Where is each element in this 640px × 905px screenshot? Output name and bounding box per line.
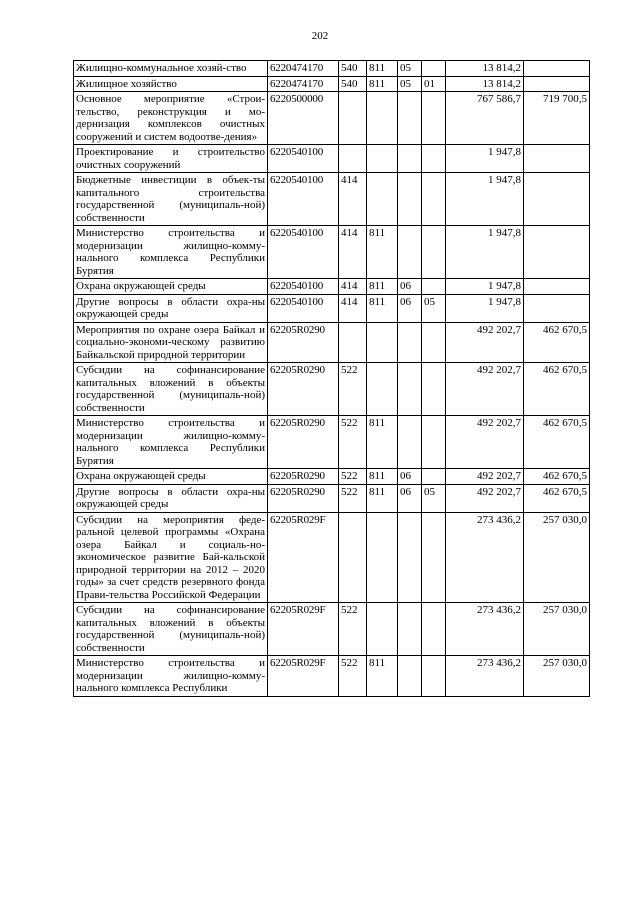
row-name: Субсидии на мероприятия феде-ральной целевой программы «Охрана озера Байкал и социаль-но-экономическое развитие Бай-кальской природной территории на 2012 – 2020 годы» за счет средств резервного фонда Прави-тельства Российской Федерации xyxy=(74,512,268,603)
amount-year-2: 462 670,5 xyxy=(524,484,590,512)
table-row xyxy=(74,294,590,322)
section-code xyxy=(398,656,422,697)
expense-type: 522 xyxy=(339,363,367,416)
expense-type: 522 xyxy=(339,603,367,656)
ministry-code: 811 xyxy=(367,279,398,295)
table-row xyxy=(74,61,590,77)
table-row xyxy=(74,76,590,92)
amount-year-2 xyxy=(524,279,590,295)
expense-type xyxy=(339,322,367,363)
amount-year-2: 462 670,5 xyxy=(524,322,590,363)
amount-year-2: 462 670,5 xyxy=(524,469,590,485)
ministry-code: 811 xyxy=(367,226,398,279)
row-name: Бюджетные инвестиции в объек-ты капитального строительства государственной (муниципаль-ной) собственности xyxy=(74,173,268,226)
page-number: 202 xyxy=(311,30,329,42)
amount-year-1: 492 202,7 xyxy=(446,484,524,512)
budget-table xyxy=(73,60,590,697)
row-name: Другие вопросы в области охра-ны окружающей среды xyxy=(74,294,268,322)
amount-year-2: 257 030,0 xyxy=(524,603,590,656)
ministry-code xyxy=(367,145,398,173)
expense-type: 522 xyxy=(339,484,367,512)
amount-year-2: 257 030,0 xyxy=(524,512,590,603)
table-row xyxy=(74,322,590,363)
section-code xyxy=(398,145,422,173)
table-row xyxy=(74,603,590,656)
amount-year-2 xyxy=(524,173,590,226)
target-code: 6220540100 xyxy=(268,173,339,226)
expense-type: 414 xyxy=(339,279,367,295)
table-row xyxy=(74,484,590,512)
expense-type xyxy=(339,92,367,145)
row-name: Субсидии на софинансирование капитальных вложений в объекты государственной (муниципаль-ной) собственности xyxy=(74,363,268,416)
amount-year-2 xyxy=(524,76,590,92)
table-row xyxy=(74,469,590,485)
subsection-code xyxy=(422,61,446,77)
amount-year-1: 1 947,8 xyxy=(446,279,524,295)
budget-table-body xyxy=(74,61,590,697)
ministry-code: 811 xyxy=(367,76,398,92)
ministry-code xyxy=(367,363,398,416)
subsection-code xyxy=(422,363,446,416)
section-code: 06 xyxy=(398,294,422,322)
amount-year-1: 1 947,8 xyxy=(446,294,524,322)
table-row xyxy=(74,512,590,603)
subsection-code xyxy=(422,322,446,363)
amount-year-1: 492 202,7 xyxy=(446,416,524,469)
table-row xyxy=(74,226,590,279)
table-row xyxy=(74,416,590,469)
subsection-code xyxy=(422,145,446,173)
amount-year-2: 462 670,5 xyxy=(524,416,590,469)
table-row xyxy=(74,279,590,295)
subsection-code xyxy=(422,92,446,145)
expense-type: 540 xyxy=(339,76,367,92)
row-name: Другие вопросы в области охра-ны окружающей среды xyxy=(74,484,268,512)
section-code: 06 xyxy=(398,484,422,512)
ministry-code xyxy=(367,603,398,656)
amount-year-2 xyxy=(524,226,590,279)
amount-year-2: 257 030,0 xyxy=(524,656,590,697)
expense-type: 414 xyxy=(339,294,367,322)
subsection-code xyxy=(422,603,446,656)
ministry-code xyxy=(367,173,398,226)
target-code: 6220540100 xyxy=(268,294,339,322)
amount-year-1: 1 947,8 xyxy=(446,226,524,279)
row-name: Проектирование и строительство очистных сооружений xyxy=(74,145,268,173)
amount-year-2 xyxy=(524,145,590,173)
row-name: Мероприятия по охране озера Байкал и социально-экономи-ческому развитию Байкальской природной территории xyxy=(74,322,268,363)
table-row xyxy=(74,363,590,416)
expense-type: 414 xyxy=(339,226,367,279)
ministry-code: 811 xyxy=(367,416,398,469)
amount-year-2: 462 670,5 xyxy=(524,363,590,416)
table-row xyxy=(74,173,590,226)
amount-year-1: 273 436,2 xyxy=(446,656,524,697)
subsection-code: 05 xyxy=(422,294,446,322)
ministry-code: 811 xyxy=(367,484,398,512)
row-name: Министерство строительства и модернизации жилищно-комму-нального комплекса Республики Бурятия xyxy=(74,226,268,279)
table-row xyxy=(74,145,590,173)
amount-year-1: 13 814,2 xyxy=(446,61,524,77)
section-code xyxy=(398,512,422,603)
target-code: 6220474170 xyxy=(268,76,339,92)
section-code xyxy=(398,226,422,279)
target-code: 6220540100 xyxy=(268,145,339,173)
subsection-code xyxy=(422,656,446,697)
row-name: Министерство строительства и модернизации жилищно-комму-нального комплекса Республики xyxy=(74,656,268,697)
section-code xyxy=(398,92,422,145)
amount-year-2 xyxy=(524,294,590,322)
target-code: 62205R0290 xyxy=(268,484,339,512)
section-code: 06 xyxy=(398,279,422,295)
target-code: 62205R0290 xyxy=(268,322,339,363)
section-code: 06 xyxy=(398,469,422,485)
target-code: 62205R0290 xyxy=(268,363,339,416)
subsection-code xyxy=(422,416,446,469)
amount-year-1: 767 586,7 xyxy=(446,92,524,145)
target-code: 6220540100 xyxy=(268,226,339,279)
target-code: 62205R029F xyxy=(268,603,339,656)
target-code: 62205R029F xyxy=(268,656,339,697)
section-code xyxy=(398,363,422,416)
expense-type xyxy=(339,512,367,603)
expense-type: 540 xyxy=(339,61,367,77)
target-code: 62205R029F xyxy=(268,512,339,603)
target-code: 62205R0290 xyxy=(268,416,339,469)
amount-year-1: 492 202,7 xyxy=(446,363,524,416)
target-code: 6220500000 xyxy=(268,92,339,145)
expense-type: 522 xyxy=(339,656,367,697)
section-code xyxy=(398,416,422,469)
subsection-code: 01 xyxy=(422,76,446,92)
subsection-code: 05 xyxy=(422,484,446,512)
section-code: 05 xyxy=(398,76,422,92)
target-code: 62205R0290 xyxy=(268,469,339,485)
amount-year-1: 273 436,2 xyxy=(446,603,524,656)
amount-year-1: 492 202,7 xyxy=(446,469,524,485)
expense-type: 522 xyxy=(339,469,367,485)
expense-type xyxy=(339,145,367,173)
amount-year-1: 492 202,7 xyxy=(446,322,524,363)
table-row xyxy=(74,656,590,697)
section-code: 05 xyxy=(398,61,422,77)
row-name: Охрана окружающей среды xyxy=(74,469,268,485)
row-name: Основное мероприятие «Строи-тельство, реконструкция и мо-дернизация комплексов очистных сооружений и систем водоотве-дения» xyxy=(74,92,268,145)
subsection-code xyxy=(422,469,446,485)
subsection-code xyxy=(422,226,446,279)
ministry-code: 811 xyxy=(367,61,398,77)
amount-year-1: 1 947,8 xyxy=(446,145,524,173)
row-name: Субсидии на софинансирование капитальных вложений в объекты государственной (муниципаль-ной) собственности xyxy=(74,603,268,656)
table-row xyxy=(74,92,590,145)
expense-type: 522 xyxy=(339,416,367,469)
subsection-code xyxy=(422,173,446,226)
ministry-code: 811 xyxy=(367,469,398,485)
ministry-code: 811 xyxy=(367,294,398,322)
amount-year-1: 273 436,2 xyxy=(446,512,524,603)
target-code: 6220540100 xyxy=(268,279,339,295)
ministry-code: 811 xyxy=(367,656,398,697)
subsection-code xyxy=(422,279,446,295)
ministry-code xyxy=(367,512,398,603)
section-code xyxy=(398,322,422,363)
section-code xyxy=(398,603,422,656)
row-name: Жилищное хозяйство xyxy=(74,76,268,92)
expense-type: 414 xyxy=(339,173,367,226)
amount-year-2 xyxy=(524,61,590,77)
ministry-code xyxy=(367,322,398,363)
target-code: 6220474170 xyxy=(268,61,339,77)
amount-year-1: 13 814,2 xyxy=(446,76,524,92)
amount-year-1: 1 947,8 xyxy=(446,173,524,226)
subsection-code xyxy=(422,512,446,603)
section-code xyxy=(398,173,422,226)
row-name: Охрана окружающей среды xyxy=(74,279,268,295)
amount-year-2: 719 700,5 xyxy=(524,92,590,145)
ministry-code xyxy=(367,92,398,145)
row-name: Жилищно-коммунальное хозяй-ство xyxy=(74,61,268,77)
row-name: Министерство строительства и модернизации жилищно-комму-нального комплекса Республики Бурятия xyxy=(74,416,268,469)
